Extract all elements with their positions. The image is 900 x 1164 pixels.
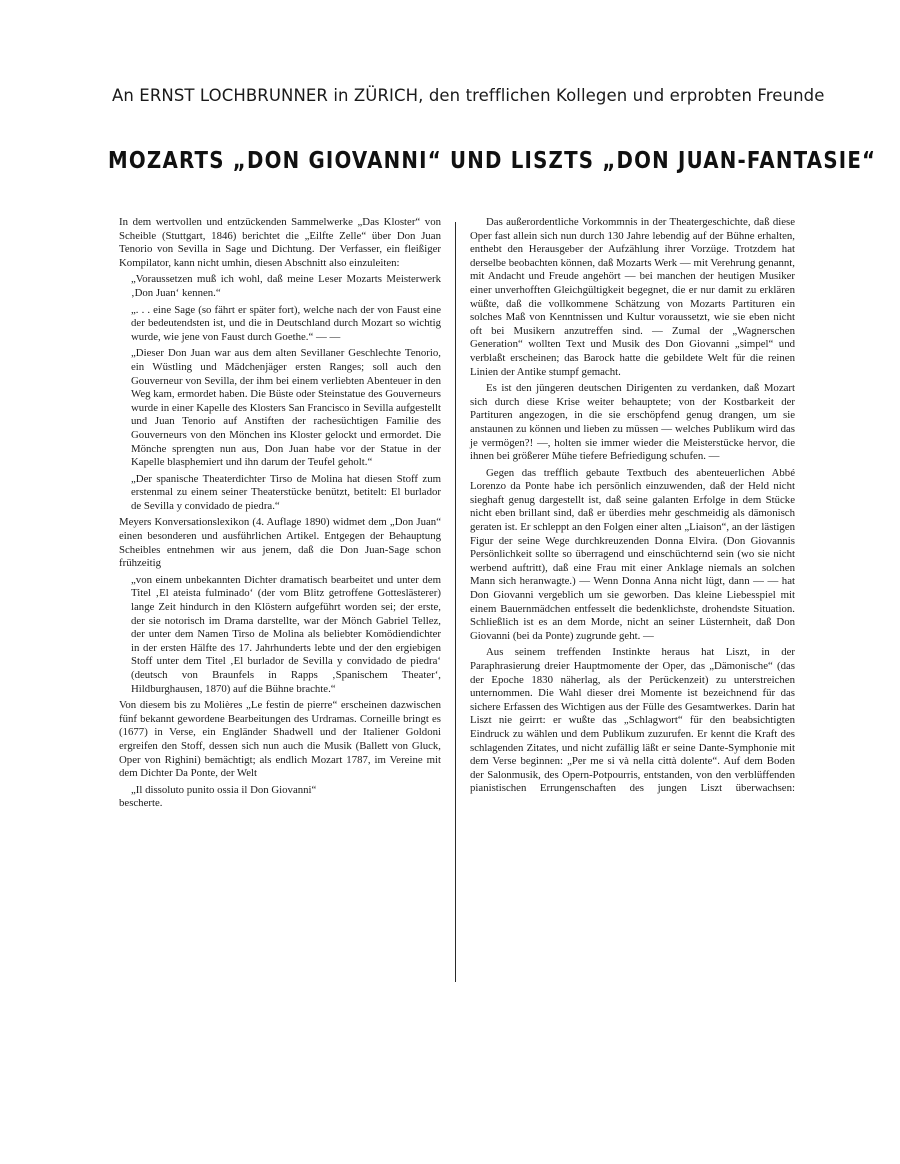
left-paragraph: Meyers Konversationslexikon (4. Auflage 1890) widmet dem „Don Juan“ einen besonderen und ausführlichen Artikel. Entgegen der Behauptung Scheibles entnehmen wir aus jenem, daß die Don Juan-Sage schon frühzeitig	[119, 516, 441, 570]
right-paragraph: Das außerordentliche Vorkommnis in der Theatergeschichte, daß diese Oper fast allein sich nun durch 130 Jahre lebendig auf der Bühne erhalten, enthebt den Herausgeber der Aufzählung ihrer Vorzüge. Trotzdem hat derselbe beobachten können, daß Mozarts Werk — mit Verehrung genannt, mit Andacht und Freude angehört — bei manchen der heutigen Musiker einer unverhofften Gleichgültigkeit begegnet, die er nur damit zu erklären wüßte, daß die vollkommene Schätzung von Mozarts Partituren ein solches Maß von Kenntnissen und Kultur voraussetzt, wie sie eben nicht oft bei Musikern anzutreffen sind. — Zumal der „Wagnerschen Generation“ wollten Text und Musik des Don Giovanni „simpel“ und verblaßt erscheinen; das Barock hatte die gebildete Welt für die reinen Linien der Antike stumpf gemacht.	[470, 216, 795, 378]
left-paragraph: bescherte.	[119, 797, 163, 810]
left-paragraph: „Il dissoluto punito ossia il Don Giovanni“	[131, 783, 317, 796]
left-column	[119, 216, 441, 814]
left-paragraph: „. . . eine Sage (so fährt er später fort), welche nach der von Faust eine der bedeutendsten ist, und die in Deutschland durch Mozart so wichtig wurde, wie jene von Faust durch Goethe.“ — —	[131, 303, 441, 343]
left-paragraph: „Dieser Don Juan war aus dem alten Sevillaner Geschlechte Tenorio, ein Wüstling und Mädchenjäger ersten Ranges; soll auch den Gouverneur von Sevilla, der ihm bei einem verliebten Abenteuer in den Weg kam, ermordet haben. Die Büste oder Steinstatue des Gouverneurs wurde in einer Kapelle des Klosters San Francisco in Sevilla aufgestellt und Juan Tenorio auf Anstiften der rachesüchtigen Familie des Gouverneurs von den Mönchen ins Kloster gelockt und ermordet. Die Mönche sprengten nun aus, Don Juan habe vor der Statue in der Kapelle blasphemiert und ihn darum der Teufel geholt.“	[131, 347, 441, 469]
left-paragraph: „Voraussetzen muß ich wohl, daß meine Leser Mozarts Meisterwerk ‚Don Juan‘ kennen.“	[131, 273, 441, 299]
dedication-line: An ERNST LOCHBRUNNER in ZÜRICH, den trefflichen Kollegen und erprobten Freunde	[112, 86, 825, 105]
left-paragraph: Von diesem bis zu Molières „Le festin de pierre“ erscheinen dazwischen fünf bekannt gewordene Bearbeitungen des Urdramas. Corneille bringt es (1677) in Verse, ein Engländer Shadwell und der Italiener Goldoni ergreifen den Stoff, dessen sich nun auch die Musik (Ballett von Gluck, Oper von Righini) bemächtigt; als endlich Mozart 1787, im Vereine mit dem Dichter Da Ponte, der Welt	[119, 699, 441, 780]
right-paragraph: Gegen das trefflich gebaute Textbuch des abenteuerlichen Abbé Lorenzo da Ponte habe ich persönlich einzuwenden, daß der Held nicht sieghaft genug dargestellt ist, daß seine galanten Erfolge in dem Stücke nicht eben brillant sind, daß er überdies mehr geschmeidig als dämonisch geraten ist. Er schleppt an den Folgen einer alten „Liaison“, an der lästigen Figur der seine Wege durchkreuzenden Donna Elvira. (Don Giovannis Persönlichkeit sollte so überragend und einschüchternd sein (wo sie nicht werbend auftritt), daß eine Frau mit einer Anklage niemals an solchen Mann sich heranwagte.) — Wenn Donna Anna nicht lügt, dann — — hat Don Giovanni vergeblich um sie geworben. Das kleine Liebesspiel mit einem Bauernmädchen entfesselt die bedenklichste, drohendste Situation. Schließlich ist es an dem Morde, nicht an seiner Lüsternheit, daß Don Giovanni (bei da Ponte) zugrunde geht. —	[470, 466, 795, 642]
page-title: MOZARTS „DON GIOVANNI“ UND LISZTS „DON JUAN-FANTASIE“	[108, 148, 877, 174]
left-paragraph: In dem wertvollen und entzückenden Sammelwerke „Das Kloster“ von Scheible (Stuttgart, 1846) berichtet die „Eilfte Zelle“ über Don Juan Tenorio von Sevilla in Sage und Dichtung. Der Verfasser, ein fleißiger Kompilator, kann nicht umhin, diesen Abschnitt also einzuleiten:	[119, 216, 441, 269]
right-column	[470, 216, 795, 799]
right-paragraph: Es ist den jüngeren deutschen Dirigenten zu verdanken, daß Mozart sich durch diese Krise weiter behauptete; von der Kostbarkeit der Partituren angezogen, in die sie erschöpfend genug drangen, um sie anstaunen zu können und lieben zu müssen — welches Publikum wird das je vermögen?! —, holten sie immer wieder die Meisterstücke hervor, die ihnen bei größerer Mühe tiefere Befriedigung schufen. —	[470, 382, 795, 463]
left-paragraph: „Der spanische Theaterdichter Tirso de Molina hat diesen Stoff zum erstenmal zu einem seiner Theaterstücke benützt, betitelt: El burlador de Sevilla y convidado de piedra.“	[131, 472, 441, 512]
right-paragraph: Aus seinem treffenden Instinkte heraus hat Liszt, in der Paraphrasierung dreier Hauptmomente der Oper, das „Dämonische“ (das der Epoche 1830 näherlag, als der Perückenzeit) zu unterstreichen unternommen. Die Wahl dieser drei Momente ist bezeichnend für das sichere Erfassen des Wichtigen aus der Fülle des Gesamtwerkes. Darin hat Liszt nie geirrt: er wußte das „Schlagwort“ für den beabsichtigten Eindruck zu wählen und dem Publikum zuzurufen. Er kennt die Kraft des schlagenden Zitates, und nicht zufällig läßt er seine Dante-Symphonie mit dem Verse beginnen: „Per me si và nella città dolente“. Auf dem Boden der Salonmusik, des Opern-Potpourris, entstanden, von den verblüffenden pianistischen Errungenschaften des jungen Liszt überwachsen:	[470, 646, 795, 795]
column-divider	[455, 222, 456, 982]
left-paragraph: „von einem unbekannten Dichter dramatisch bearbeitet und unter dem Titel ‚El ateista fulminado‘ (der vom Blitz getroffene Gotteslästerer) lange Zeit hindurch in den Klöstern aufgeführt worden sei; der erste, der sie notorisch im Drama darstellte, war der Mönch Gabriel Tellez, der unter dem Namen Tirso de Molina als beliebter Komödiendichter in der ersten Hälfte des 17. Jahrhunderts lebte und der den ergiebigen Stoff unter dem Titel ‚El burlador de Sevilla y convidado de piedra‘ (deutsch von Braunfels in Rapps ‚Spanischem Theater‘, Hildburghausen, 1870) auf die Bühne brachte.“	[131, 573, 441, 695]
